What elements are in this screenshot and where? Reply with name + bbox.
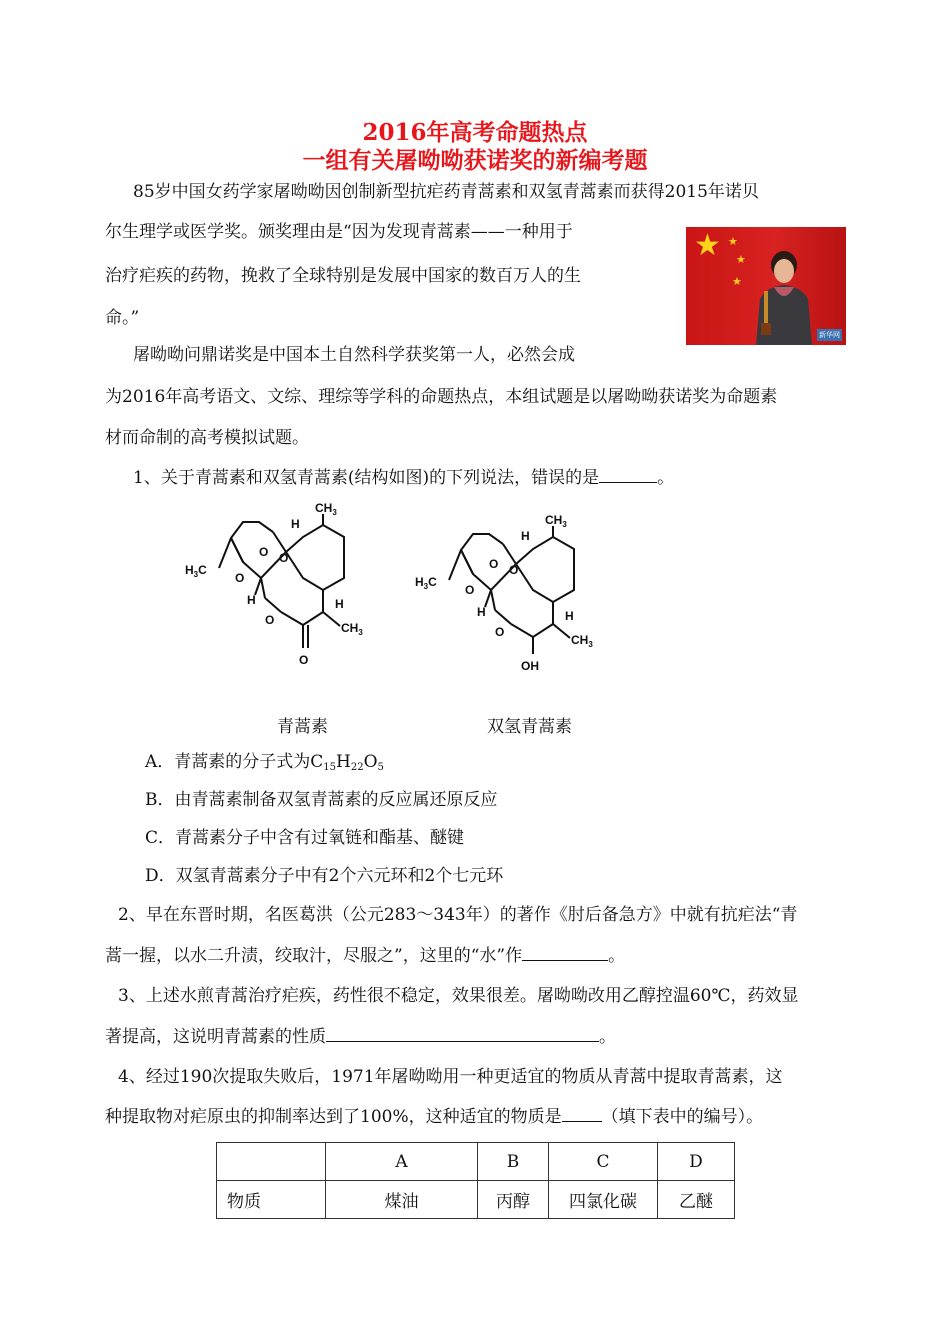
q1-option-c: C．青蒿素分子中含有过氧链和酯基、醚键 xyxy=(145,828,465,848)
intro-line-3: 治疗疟疾的药物，挽救了全球特别是发展中国家的数百万人的生 xyxy=(105,266,581,286)
page-title: 2016年高考命题热点 xyxy=(362,119,588,146)
dihydro-h-right: H xyxy=(565,609,574,623)
q3-line-2: 著提高，这说明青蒿素的性质 。 xyxy=(105,1027,616,1047)
table-row xyxy=(217,1181,735,1219)
table-cell: D xyxy=(658,1143,735,1181)
dihydro-h-left: H xyxy=(477,605,486,619)
intro-line-7: 材而命制的高考模拟试题。 xyxy=(105,428,309,448)
dihydro-o-2: O xyxy=(509,563,519,577)
table-cell xyxy=(217,1143,326,1181)
artemisinin-methyl-left: $H_3C$ xyxy=(185,563,207,579)
artemisinin-o-2: O xyxy=(279,551,289,565)
dihydro-methyl-left: $H_3C$ xyxy=(415,575,437,591)
q1-option-a: A．青蒿素的分子式为$C_{15}H_{22}O_5$ xyxy=(145,752,384,773)
q2-line-2: 蒿一握，以水二升渍，绞取汁，尽服之”，这里的“水”作 。 xyxy=(105,946,626,966)
artemisinin-carbonyl-o: O xyxy=(299,653,309,667)
table-cell: 物质 xyxy=(217,1181,326,1219)
table-cell: 乙醚 xyxy=(658,1181,735,1219)
laureate-photo: ★ ★ ★ ★ 新华网 xyxy=(686,227,846,345)
dihydro-h-top: H xyxy=(521,529,530,543)
artemisinin-structure xyxy=(185,500,385,675)
artemisinin-methyl-top: $CH_3$ xyxy=(315,501,337,517)
artemisinin-o-ring: O xyxy=(265,613,275,627)
artemisinin-o-1: O xyxy=(259,545,269,559)
intro-line-6: 为2016年高考语文、文综、理综等学科的命题热点，本组试题是以屠呦呦获诺奖为命题素 xyxy=(105,387,778,407)
dihydro-o-ring: O xyxy=(495,625,505,639)
laureate-figure xyxy=(746,245,820,345)
table-cell: A xyxy=(326,1143,478,1181)
artemisinin-o-3: O xyxy=(235,571,245,585)
caption-artemisinin: 青蒿素 xyxy=(277,717,328,737)
table-cell: B xyxy=(478,1143,549,1181)
intro-line-5: 屠呦呦问鼎诺奖是中国本土自然科学获奖第一人，必然会成 xyxy=(133,345,575,365)
photo-badge: 新华网 xyxy=(819,331,840,339)
q1-option-d: D．双氢青蒿素分子中有2个六元环和2个七元环 xyxy=(145,866,504,886)
q2-line-1: 2、早在东晋时期，名医葛洪（公元283～343年）的著作《肘后备急方》中就有抗疟法“青 xyxy=(118,905,798,925)
q1-option-b: B．由青蒿素制备双氢青蒿素的反应属还原反应 xyxy=(145,790,498,810)
intro-line-4: 命。” xyxy=(105,308,140,328)
dihydro-o-3: O xyxy=(465,583,475,597)
dihydroartemisinin-structure xyxy=(415,512,615,687)
artemisinin-h-right: H xyxy=(335,597,344,611)
q4-line-2: 种提取物对疟原虫的抑制率达到了100%，这种适宜的物质是 （填下表中的编号）。 xyxy=(105,1107,764,1127)
dihydro-methyl-right: $CH_3$ xyxy=(571,633,593,649)
table-cell: 丙醇 xyxy=(478,1181,549,1219)
dihydro-hydroxyl: OH xyxy=(521,659,539,673)
page-subtitle: 一组有关屠呦呦获诺奖的新编考题 xyxy=(302,147,648,174)
caption-dihydroartemisinin: 双氢青蒿素 xyxy=(487,717,572,737)
q1-stem: 1、关于青蒿素和双氢青蒿素(结构如图)的下列说法，错误的是 。 xyxy=(133,468,675,488)
table-header-row xyxy=(217,1143,735,1181)
artemisinin-methyl-right: $CH_3$ xyxy=(341,621,363,637)
q4-line-1: 4、经过190次提取失败后，1971年屠呦呦用一种更适宜的物质从青蒿中提取青蒿素，这 xyxy=(118,1067,783,1087)
intro-line-1: 85岁中国女药学家屠呦呦因创制新型抗疟药青蒿素和双氢青蒿素而获得2015年诺贝 xyxy=(133,182,759,202)
table-cell: 四氯化碳 xyxy=(549,1181,658,1219)
artemisinin-h-left: H xyxy=(247,593,256,607)
table-cell: C xyxy=(549,1143,658,1181)
intro-line-2: 尔生理学或医学奖。颁奖理由是“因为发现青蒿素——一种用于 xyxy=(105,222,573,242)
dihydro-methyl-top: $CH_3$ xyxy=(545,513,567,529)
q3-line-1: 3、上述水煎青蒿治疗疟疾，药性很不稳定，效果很差。屠呦呦改用乙醇控温60℃，药效显 xyxy=(118,986,799,1006)
table-cell: 煤油 xyxy=(326,1181,478,1219)
dihydro-o-1: O xyxy=(489,557,499,571)
solvent-table xyxy=(216,1142,735,1219)
artemisinin-h-top: H xyxy=(291,517,300,531)
